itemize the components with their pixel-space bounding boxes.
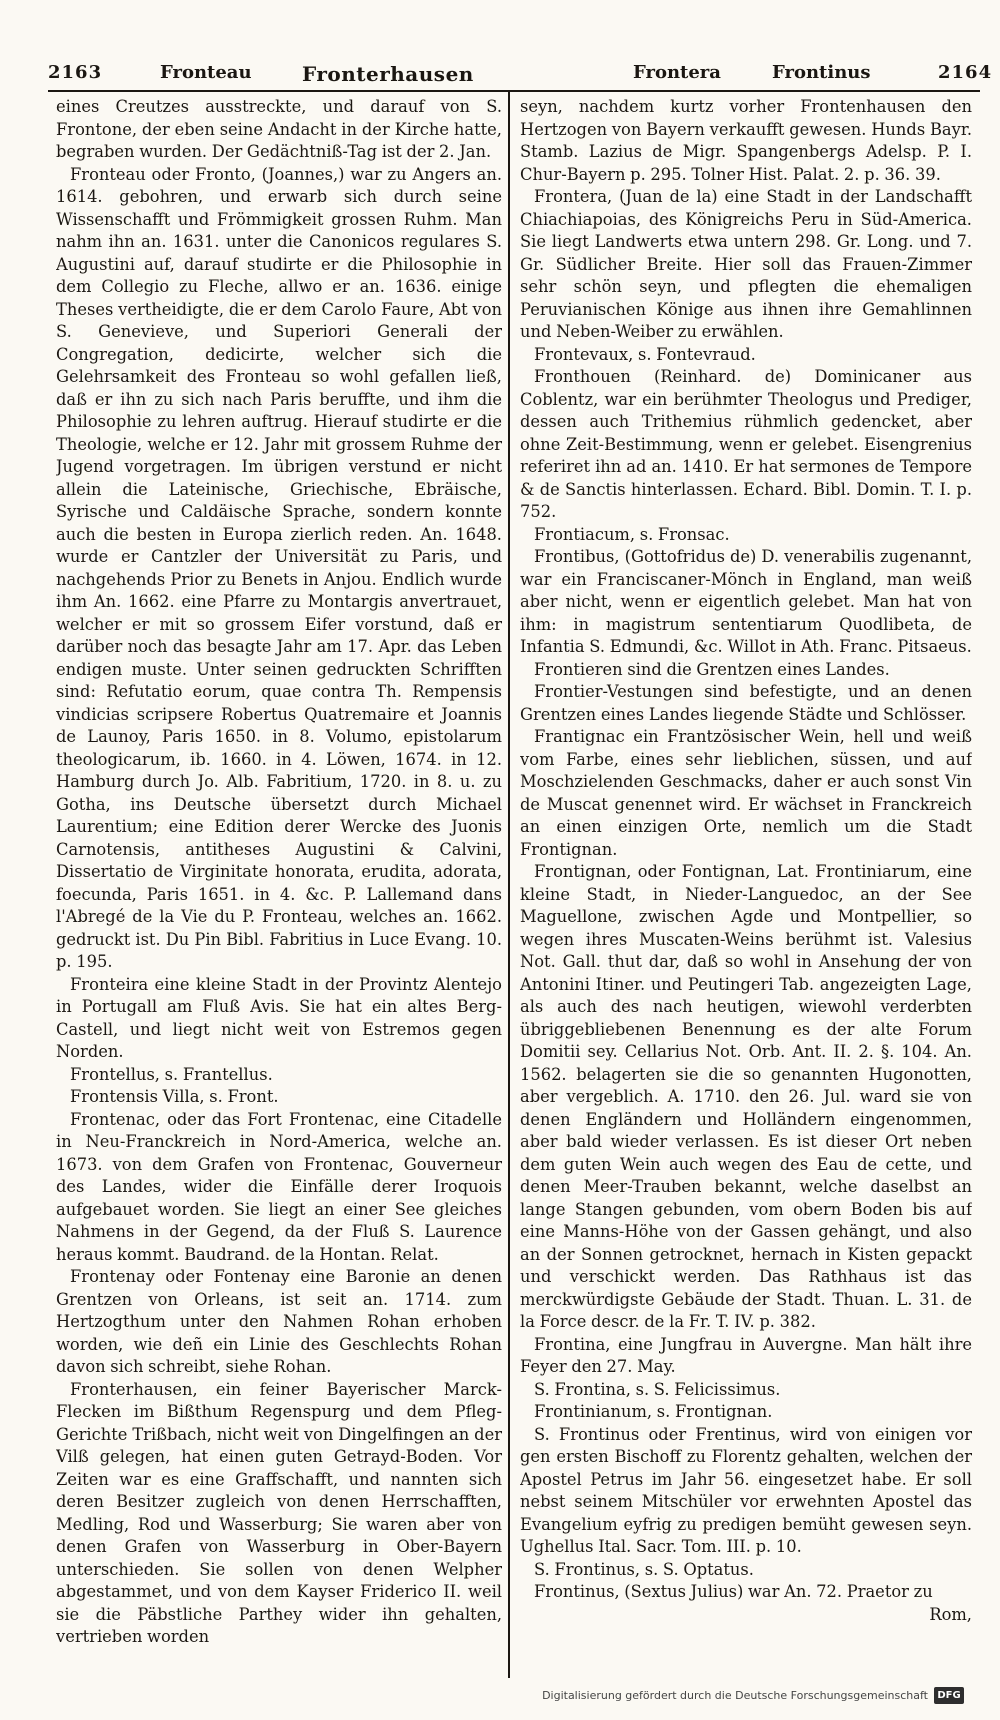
catchword-left-fraktur: Fronterhausen <box>302 62 474 86</box>
dictionary-entry: Fronteira eine kleine Stadt in der Provintz Alentejo in Portugall am Fluß Avis. Sie hat ein altes Berg-Castell, und liegt nicht weit von Estremos gegen Norden. <box>56 974 502 1061</box>
dictionary-entry: Frontina, eine Jungfrau in Auvergne. Man hält ihre Feyer den 27. May. <box>520 1334 972 1376</box>
dictionary-entry: S. Frontinus, s. S. Optatus. <box>534 1559 754 1579</box>
footer <box>0 1684 1000 1708</box>
dictionary-entry: Frontera, (Juan de la) eine Stadt in der Landschafft Chiachiapoias, des Königreichs Peru in Süd-America. Sie liegt Landwerts etwa untern 298. Gr. Long. und 7. Gr. Südlicher Breite. Hier soll das Frauen-Zimmer sehr schön seyn, und pflegten die ehemaligen Peruvianischen Könige aus ihnen ihre Gemahlinnen und Neben-Weiber zu erwählen. <box>520 187 972 341</box>
dfg-logo: DFG <box>934 1687 964 1704</box>
dictionary-entry: Fronteau oder Fronto, (Joannes,) war zu Angers an. 1614. gebohren, und erwarb sich durch seine Wissenschafft und Frömmigkeit grossen Ruhm. Man nahm ihn an. 1631. unter die Canonicos regulares S. Augustini auf, darauf studirte er die Philosophie in dem Collegio zu Fleche, allwo er an. 1636. einige Theses vertheidigte, die er dem Carolo Faure, Abt von S. Genevieve, und Superiori Generali der Congregation, dedicirte, welcher sich die Gelehrsamkeit des Fronteau so wohl gefallen ließ, daß er ihn zu sich nach Paris beruffte, und ihm die Philosophie zu lehren auftrug. Hierauf studirte er die Theologie, welche er 12. Jahr mit grossem Ruhme der Jugend vorgetragen. Im übrigen verstund er nicht allein die Lateinische, Griechische, Ebräische, Syrische und Caldäische Sprache, sondern konnte auch die besten in Europa zierlich reden. An. 1648. wurde er Cantzler der Universität zu Paris, und nachgehends Prior zu Benets in Anjou. Endlich wurde ihm An. 1662. eine Pfarre zu Montargis anvertrauet, welcher er mit so grossem Eifer vorstund, daß er darüber noch das besagte Jahr am 17. Apr. das Leben endigen muste. Unter seinen gedruckten Schrifften sind: Refutatio eorum, quae contra Th. Rempensis vindicias scripsere Robertus Quatremaire et Joannis de Launoy, Paris 1650. in 8. Volumo, epistolarum theologicarum, ib. 1660. in 4. Löwen, 1674. in 12. Hamburg durch Jo. Alb. Fabritium, 1720. in 8. u. zu Gotha, ins Deutsche übersetzt durch Michael Laurentium; eine Edition derer Wercke des Juonis Carnotensis, antitheses Augustini & Calvini, Dissertatio de Virginitate honorata, erudita, adorata, foecunda, Paris 1651. in 4. &c. P. Lallemand dans l'Abregé de la Vie du P. Fronteau, welches an. 1662. gedruckt ist. Du Pin Bibl. Fabritius in Luce Evang. 10. p. 195. <box>56 164 502 971</box>
digitization-credit: Digitalisierung gefördert durch die Deutsche Forschungsgemeinschaft <box>542 1689 928 1702</box>
catchword-right-1: Frontera <box>633 62 721 83</box>
header-rule <box>48 90 980 92</box>
page-number-left: 2163 <box>48 62 103 83</box>
catchword-left-latin: Fronteau <box>160 62 252 83</box>
dictionary-entry: eines Creutzes ausstreckte, und darauf von S. Frontone, der eben seine Andacht in der Kirche hatte, begraben wurden. Der Gedächtniß-Tag ist der 2. Jan. <box>56 97 502 161</box>
dictionary-entry: Frontinianum, s. Frontignan. <box>534 1402 773 1421</box>
dictionary-entry: Frontellus, s. Frantellus. <box>70 1064 273 1084</box>
dictionary-entry: Frantignac ein Frantzösischer Wein, hell und weiß vom Farbe, eines sehr lieblichen, süssen, und auf Moschzielenden Geschmacks, daher er auch sonst Vin de Muscat genennet wird. Er wächset in Franckreich an einen einzigen Orte, nemlich um die Stadt Frontignan. <box>520 727 972 859</box>
dictionary-entry: Frontevaux, s. Fontevraud. <box>534 344 756 364</box>
dictionary-entry: Frontier-Vestungen sind befestigte, und an denen Grentzen eines Landes liegende Städte und Schlösser. <box>520 682 972 724</box>
dictionary-entry: Frontibus, (Gottofridus de) D. venerabilis zugenannt, war ein Franciscaner-Mönch in England, man weiß aber nicht, wenn er eigentlich gelebet. Man hat von ihm: in magistrum sententiarum Quodlibeta, de Infantia S. Edmundi, &c. Willot in Ath. Franc. Pitsaeus. <box>520 547 972 656</box>
dictionary-entry: S. Frontinus oder Frentinus, wird von einigen vor gen ersten Bischoff zu Florentz gehalten, welchen der Apostel Petrus im Jahr 56. eingesetzet habe. Er soll nebst seinem Mitschüler vor erwehnten Apostel das Evangelium eyfrig zu predigen bemüht gewesen seyn. Ughellus Ital. Sacr. Tom. III. p. 10. <box>520 1424 972 1556</box>
dictionary-entry: Frontenay oder Fontenay eine Baronie an denen Grentzen von Orleans, ist seit an. 1714. zum Hertzogthum unter den Nahmen Rohan erhoben worden, wie deñ ein Linie des Geschlechts Rohan davon sich schreibt, siehe Rohan. <box>56 1267 502 1376</box>
dictionary-entry: Frontinus, (Sextus Julius) war An. 72. Praetor zu <box>534 1582 933 1601</box>
right-column <box>520 96 972 1670</box>
dictionary-entry: Frontieren sind die Grentzen eines Landes. <box>534 659 890 679</box>
left-column <box>56 96 502 1670</box>
page-number-right: 2164 <box>938 62 993 83</box>
dictionary-entry: Frontiacum, s. Fronsac. <box>534 524 730 544</box>
dictionary-entry: S. Frontina, s. S. Felicissimus. <box>534 1379 781 1399</box>
dictionary-entry: seyn, nachdem kurtz vorher Frontenhausen den Hertzogen von Bayern verkaufft gewesen. Hunds Bayr. Stamb. Lazius de Migr. Spangenbergs Adelsp. P. I. Chur-Bayern p. 295. Tolner Hist. Palat. 2. p. 36. 39. <box>520 97 972 184</box>
dictionary-entry: Fronthouen (Reinhard. de) Dominicaner aus Coblentz, war ein berühmter Theologus und Prediger, dessen auch Trithemius rühmlich gedencket, aber ohne Zeit-Bestimmung, wenn er gelebet. Eisengrenius referiret ihn ad an. 1410. Er hat sermones de Tempore & de Sanctis hinterlassen. Echard. Bibl. Domin. T. I. p. 752. <box>520 367 972 521</box>
dictionary-entry: Frontensis Villa, s. Front. <box>70 1087 279 1106</box>
dictionary-entry: Frontenac, oder das Fort Frontenac, eine Citadelle in Neu-Franckreich in Nord-America, welche an. 1673. von dem Grafen von Frontenac, Gouverneur des Landes, wider die Einfälle derer Iroquois aufgebauet worden. Sie liegt an einer See gleiches Nahmens in der Gegend, da der Fluß S. Laurence heraus kommt. Baudrand. de la Hontan. Relat. <box>56 1109 502 1264</box>
catchword-right-2: Frontinus <box>772 62 871 83</box>
dictionary-entry: Rom, <box>929 1604 972 1624</box>
running-header <box>0 58 1000 90</box>
column-divider <box>508 92 510 1678</box>
dictionary-entry: Fronterhausen, ein feiner Bayerischer Marck-Flecken im Bißthum Regenspurg und dem Pfleg-Gerichte Trißbach, nicht weit von Dingelfingen an der Vilß gelegen, hat einen guten Getrayd-Boden. Vor Zeiten war es eine Graffschafft, und nannten sich deren Besitzer zugleich von denen Herrschafften, Medling, Rod und Wasserburg; Sie waren aber von denen Grafen von Wasserburg in Ober-Bayern unterschieden. Sie sollen von denen Welpher abgestammet, und von dem Kayser Friderico II. weil sie die Päbstliche Parthey wider ihn gehalten, vertrieben worden <box>56 1379 502 1646</box>
dictionary-entry: Frontignan, oder Fontignan, Lat. Frontiniarum, eine kleine Stadt, in Nieder-Languedoc, an der See Maguellone, zwischen Agde und Montpellier, so wegen ihres Muscaten-Weins berühmt ist. Valesius Not. Gall. thut dar, daß so wohl in Ansehung der von Antonini Itiner. und Peutingeri Tab. angezeigten Lage, als auch des nach heutigen, wiewohl verderbten übriggebliebenen Benennung es der alte Forum Domitii sey. Cellarius Not. Orb. Ant. II. 2. §. 104. An. 1562. belagerten sie die so genannten Hugonotten, aber vergeblich. A. 1710. den 26. Jul. ward sie von denen Engländern und Holländern eingenommen, aber bald wieder verlassen. Es ist dieser Ort neben dem guten Wein auch wegen des Eau de cette, und denen Meer-Trauben bekannt, welche daselbst an lange Stangen gebunden, vom obern Boden bis auf eine Manns-Höhe von der Gassen gehängt, und also an der Sonnen getrocknet, hernach in Kisten gepackt und verschickt werden. Das Rathhaus ist das merckwürdigste Gebäude der Stadt. Thuan. L. 31. de la Force descr. de la Fr. T. IV. p. 382. <box>520 862 972 1331</box>
